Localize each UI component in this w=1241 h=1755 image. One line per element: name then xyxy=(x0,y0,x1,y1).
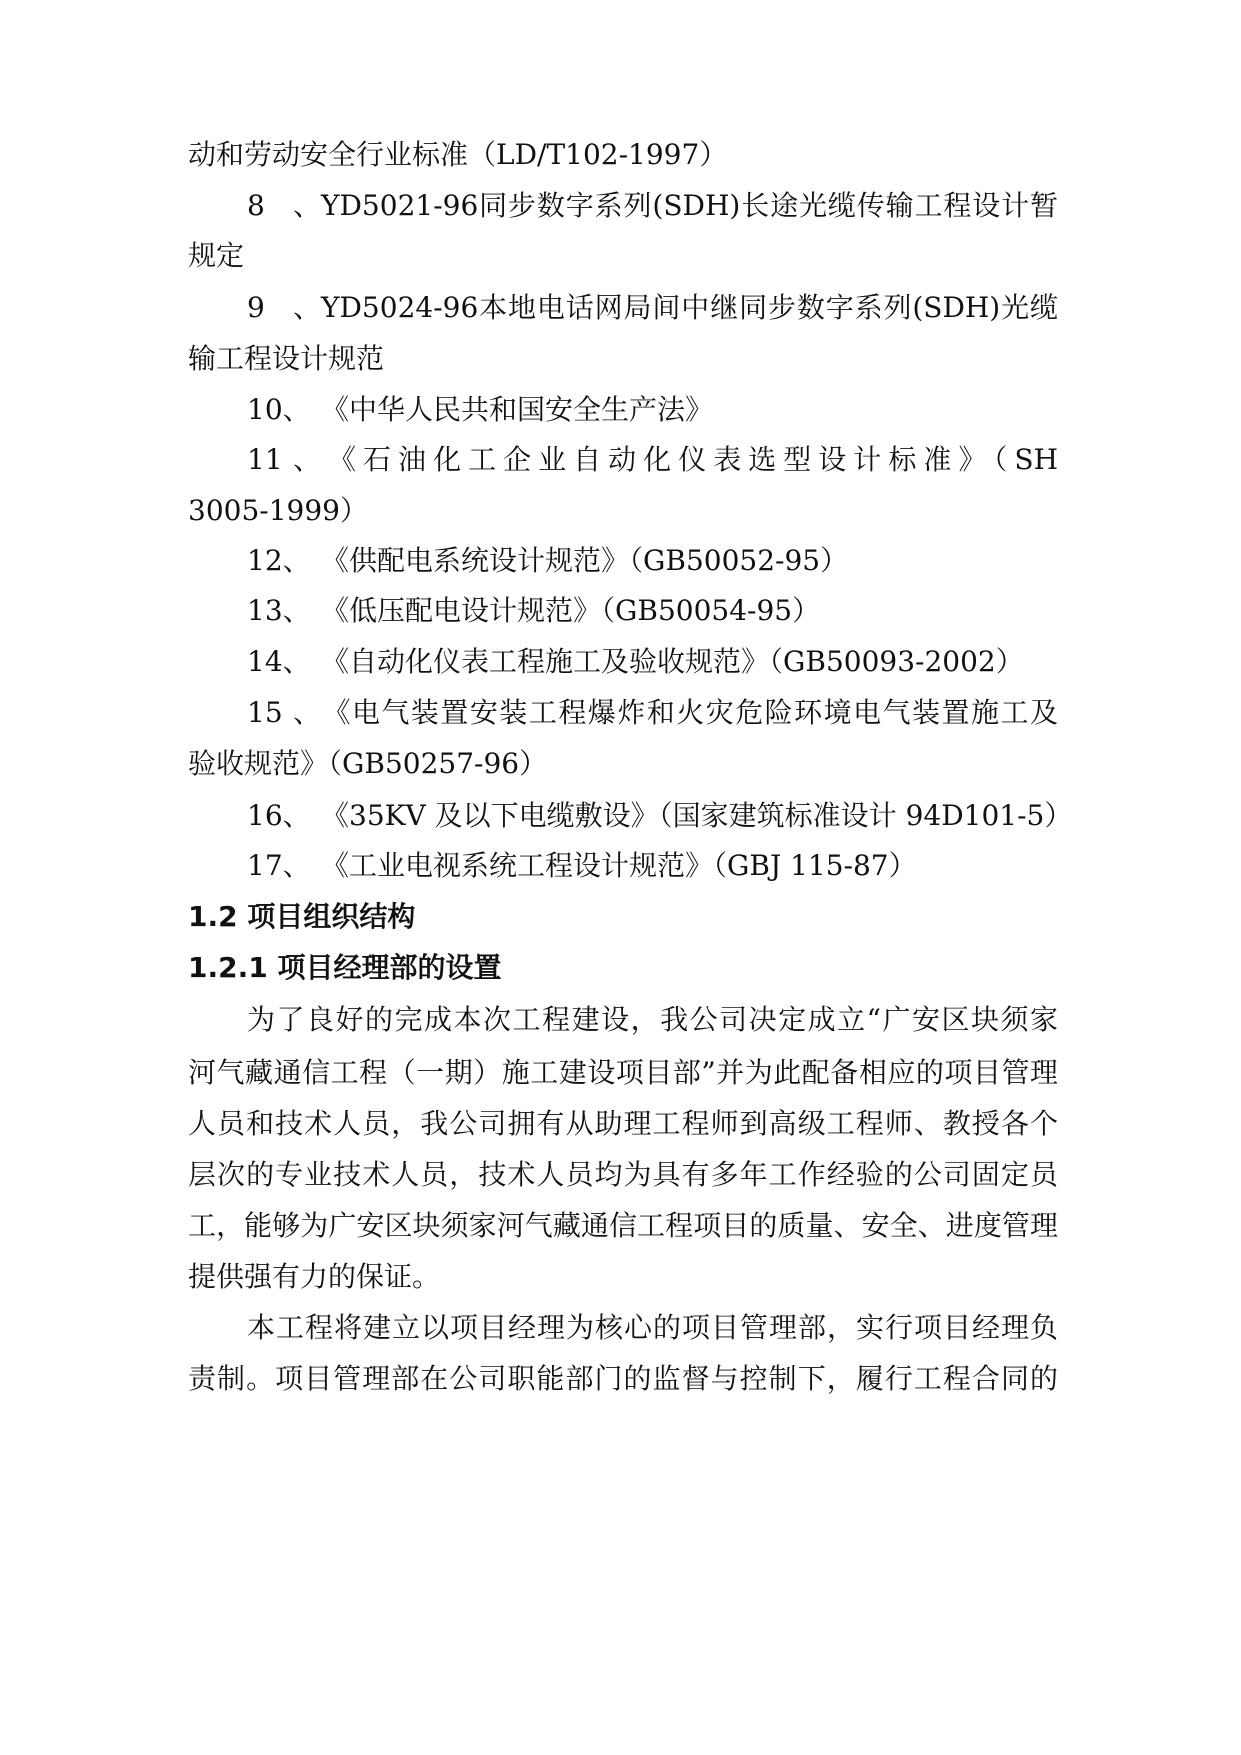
list-item-11-continuation: 3005-1999） xyxy=(188,494,368,527)
list-item-13 xyxy=(247,591,1058,631)
list-text: 《35KV 及以下电缆敷设》（国家建筑标准设计 94D101-5） xyxy=(321,799,1073,832)
paragraph-2-line: 责制。项目管理部在公司职能部门的监督与控制下，履行工程合同的 xyxy=(188,1362,1058,1395)
list-text: YD5021-96同步数字系列(SDH)长途光缆传输工程设计暂 xyxy=(321,189,1058,222)
list-item-16 xyxy=(247,796,1073,836)
list-item-17 xyxy=(247,846,1058,886)
list-item-8-continuation: 规定 xyxy=(188,239,245,272)
list-text: 《自动化仪表工程施工及验收规范》（GB50093-2002） xyxy=(321,645,1024,678)
list-number: 8、 xyxy=(247,189,321,222)
list-item-9 xyxy=(247,288,1058,328)
list-text: 《石油化工企业自动化仪表选型设计标准》（SH xyxy=(321,443,1058,476)
list-text: 《供配电系统设计规范》（GB50052-95） xyxy=(321,544,849,577)
list-item-10 xyxy=(247,390,1058,430)
list-text: YD5024-96本地电话网局间中继同步数字系列(SDH)光缆 xyxy=(321,291,1058,324)
list-item-7-continuation: 动和劳动安全行业标准（LD/T102-1997） xyxy=(188,138,728,171)
list-number: 10、 xyxy=(247,393,311,426)
list-item-14 xyxy=(247,642,1058,682)
list-number: 9、 xyxy=(247,291,321,324)
list-number: 14、 xyxy=(247,645,311,678)
paragraph-1-line: 层次的专业技术人员，技术人员均为具有多年工作经验的公司固定员 xyxy=(188,1158,1058,1191)
list-item-9-continuation: 输工程设计规范 xyxy=(188,342,385,375)
list-item-11 xyxy=(247,440,1058,480)
list-item-12 xyxy=(247,541,1058,581)
list-number: 17、 xyxy=(247,849,311,882)
section-heading-1-2-1: 1.2.1 项目经理部的设置 xyxy=(188,951,502,984)
list-number: 13、 xyxy=(247,594,311,627)
list-item-15-continuation: 验收规范》（GB50257-96） xyxy=(188,747,548,780)
list-number: 12、 xyxy=(247,544,311,577)
list-text: 《工业电视系统工程设计规范》（GBJ 115-87） xyxy=(321,849,917,882)
list-number: 16、 xyxy=(247,799,311,832)
paragraph-1-line: 工，能够为广安区块须家河气藏通信工程项目的质量、安全、进度管理 xyxy=(188,1209,1058,1242)
list-item-15 xyxy=(247,693,1058,733)
section-heading-1-2: 1.2 项目组织结构 xyxy=(188,900,416,933)
list-text: 《中华人民共和国安全生产法》 xyxy=(321,393,714,426)
list-text: 《电气装置安装工程爆炸和火灾危险环境电气装置施工及 xyxy=(321,696,1058,729)
paragraph-1-line: 为了良好的完成本次工程建设，我公司决定成立“广安区块须家 xyxy=(247,1003,1058,1036)
paragraph-1-line: 人员和技术人员，我公司拥有从助理工程师到高级工程师、教授各个 xyxy=(188,1107,1058,1140)
paragraph-1-line: 河气藏通信工程（一期）施工建设项目部”并为此配备相应的项目管理 xyxy=(188,1056,1058,1089)
list-text: 《低压配电设计规范》（GB50054-95） xyxy=(321,594,821,627)
list-number: 11、 xyxy=(247,443,321,476)
paragraph-2-line: 本工程将建立以项目经理为核心的项目管理部，实行项目经理负 xyxy=(247,1311,1058,1344)
list-item-8 xyxy=(247,186,1058,226)
paragraph-1-line: 提供强有力的保证。 xyxy=(188,1260,441,1293)
list-number: 15、 xyxy=(247,696,321,729)
